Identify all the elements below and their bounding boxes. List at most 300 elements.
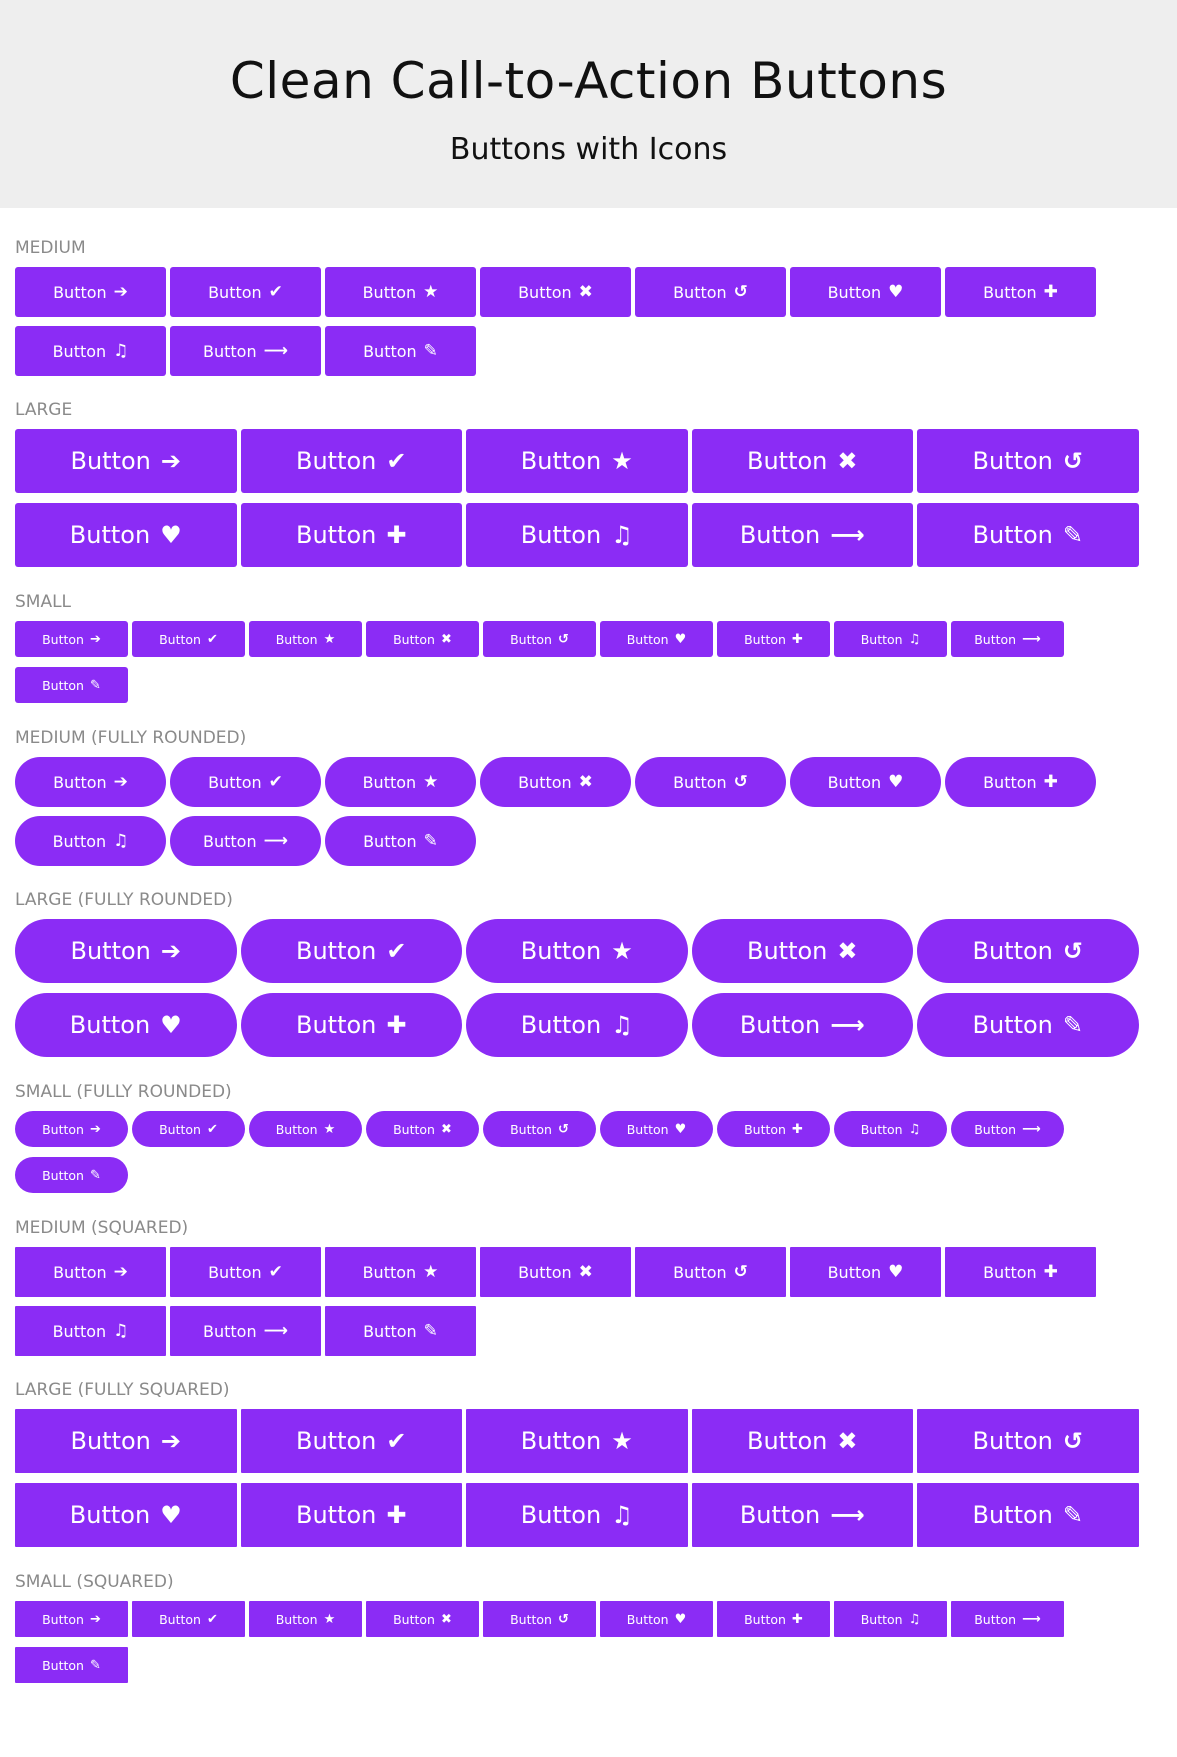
button-label: Button	[626, 631, 669, 647]
button-label: Button	[744, 631, 786, 647]
star-icon: ★	[423, 281, 439, 302]
page-header	[0, 0, 1177, 208]
checkmark-icon: ✔	[206, 631, 218, 647]
long-arrow-right-icon: ⟶	[263, 340, 288, 361]
section-large-default	[15, 400, 1162, 577]
long-arrow-right-icon: ⟶	[830, 1011, 865, 1039]
plus-icon: ✚	[386, 1011, 407, 1039]
button-label: Button	[972, 937, 1053, 965]
plus-button[interactable]	[241, 503, 463, 567]
close-icon: ✖	[837, 1427, 858, 1455]
button-label: Button	[393, 631, 435, 647]
checkmark-icon: ✔	[386, 937, 407, 965]
plus-button[interactable]	[717, 1601, 830, 1637]
heart-button[interactable]	[15, 1483, 237, 1547]
plus-button[interactable]	[717, 621, 830, 657]
long-arrow-right-button[interactable]	[170, 1306, 321, 1356]
section-medium-round	[15, 728, 1162, 875]
button-label: Button	[296, 937, 377, 965]
plus-icon: ✚	[791, 1611, 803, 1627]
music-note-icon: ♫	[611, 1501, 633, 1529]
refresh-icon: ↺	[557, 1121, 569, 1137]
refresh-button[interactable]	[635, 1247, 786, 1297]
star-button[interactable]	[466, 919, 688, 983]
checkmark-button[interactable]	[132, 1601, 245, 1637]
button-row	[15, 919, 1165, 1067]
plus-button[interactable]	[945, 267, 1096, 317]
star-icon: ★	[323, 1121, 336, 1137]
long-arrow-right-icon: ⟶	[263, 830, 288, 851]
heart-button[interactable]	[15, 503, 237, 567]
plus-button[interactable]	[945, 757, 1096, 807]
checkmark-icon: ✔	[268, 1261, 283, 1282]
refresh-button[interactable]	[917, 429, 1139, 493]
arrow-right-button[interactable]	[15, 621, 128, 657]
plus-icon: ✚	[791, 1121, 803, 1137]
button-label: Button	[747, 937, 828, 965]
button-label: Button	[520, 447, 602, 475]
arrow-right-icon: ➔	[113, 281, 128, 302]
button-label: Button	[747, 1427, 828, 1455]
checkmark-button[interactable]	[170, 1247, 321, 1297]
refresh-icon: ↺	[557, 1611, 569, 1627]
button-label: Button	[518, 282, 572, 302]
button-label: Button	[972, 1427, 1053, 1455]
plus-icon: ✚	[386, 521, 407, 549]
refresh-button[interactable]	[635, 267, 786, 317]
button-label: Button	[70, 1427, 151, 1455]
refresh-icon: ↺	[1062, 447, 1083, 475]
music-note-icon: ♫	[611, 521, 633, 549]
button-row	[15, 1601, 1165, 1693]
plus-icon: ✚	[1043, 1261, 1058, 1282]
music-note-button[interactable]	[15, 1306, 166, 1356]
section-small-default	[15, 592, 1162, 713]
button-label: Button	[296, 1427, 377, 1455]
music-note-icon: ♫	[908, 1611, 921, 1627]
refresh-icon: ↺	[733, 1261, 748, 1282]
plus-button[interactable]	[945, 1247, 1096, 1297]
pencil-icon: ✎	[1062, 521, 1083, 549]
long-arrow-right-icon: ⟶	[830, 1501, 865, 1529]
button-label: Button	[42, 631, 84, 647]
checkmark-icon: ✔	[206, 1121, 218, 1137]
button-label: Button	[972, 521, 1053, 549]
button-label: Button	[510, 1121, 552, 1137]
close-button[interactable]	[692, 429, 914, 493]
button-label: Button	[673, 282, 727, 302]
section-large-square	[15, 1380, 1162, 1557]
button-label: Button	[974, 1611, 1017, 1627]
close-icon: ✖	[837, 447, 858, 475]
button-label: Button	[739, 1501, 821, 1529]
close-button[interactable]	[480, 757, 631, 807]
button-label: Button	[208, 1262, 262, 1282]
arrow-right-icon: ➔	[113, 1261, 128, 1282]
button-label: Button	[974, 631, 1017, 647]
refresh-icon: ↺	[733, 281, 748, 302]
button-row	[15, 1111, 1165, 1203]
button-label: Button	[52, 1321, 107, 1341]
refresh-button[interactable]	[917, 1409, 1139, 1473]
button-label: Button	[159, 1121, 201, 1137]
checkmark-icon: ✔	[206, 1611, 218, 1627]
button-row	[15, 1247, 1165, 1365]
pencil-icon: ✎	[89, 1657, 101, 1673]
music-note-icon: ♫	[611, 1011, 633, 1039]
section-title: SMALL	[15, 592, 72, 612]
heart-button[interactable]	[790, 1247, 941, 1297]
plus-icon: ✚	[1043, 771, 1058, 792]
button-label: Button	[747, 447, 828, 475]
button-label: Button	[363, 831, 417, 851]
section-title: MEDIUM	[15, 238, 86, 258]
close-icon: ✖	[578, 1261, 593, 1282]
pencil-button[interactable]	[15, 667, 128, 703]
button-label: Button	[393, 1611, 435, 1627]
close-icon: ✖	[440, 1611, 452, 1627]
refresh-icon: ↺	[733, 771, 748, 792]
button-label: Button	[363, 341, 417, 361]
music-note-icon: ♫	[113, 1320, 129, 1341]
heart-button[interactable]	[600, 1111, 713, 1147]
star-button[interactable]	[466, 429, 688, 493]
refresh-icon: ↺	[557, 631, 569, 647]
button-label: Button	[827, 1262, 882, 1282]
arrow-right-button[interactable]	[15, 429, 237, 493]
button-label: Button	[518, 1262, 572, 1282]
button-row	[15, 1409, 1165, 1557]
button-label: Button	[52, 341, 107, 361]
page-subtitle: Buttons with Icons	[449, 132, 728, 167]
button-label: Button	[362, 772, 417, 792]
long-arrow-right-button[interactable]	[951, 1111, 1064, 1147]
section-medium-square	[15, 1218, 1162, 1365]
refresh-button[interactable]	[483, 621, 596, 657]
arrow-right-icon: ➔	[160, 1427, 181, 1455]
long-arrow-right-button[interactable]	[170, 816, 321, 866]
checkmark-button[interactable]	[241, 429, 463, 493]
refresh-button[interactable]	[635, 757, 786, 807]
button-label: Button	[520, 937, 602, 965]
star-icon: ★	[611, 1427, 633, 1455]
long-arrow-right-icon: ⟶	[1022, 631, 1041, 647]
long-arrow-right-button[interactable]	[692, 1483, 914, 1547]
button-label: Button	[275, 1611, 318, 1627]
button-label: Button	[860, 1121, 903, 1137]
section-title: MEDIUM (SQUARED)	[15, 1218, 189, 1238]
long-arrow-right-icon: ⟶	[263, 1320, 288, 1341]
checkmark-button[interactable]	[170, 267, 321, 317]
music-note-icon: ♫	[113, 340, 129, 361]
close-button[interactable]	[692, 919, 914, 983]
checkmark-button[interactable]	[132, 621, 245, 657]
heart-button[interactable]	[15, 993, 237, 1057]
button-label: Button	[203, 831, 257, 851]
pencil-button[interactable]	[325, 816, 476, 866]
arrow-right-button[interactable]	[15, 1601, 128, 1637]
page-title: Clean Call-to-Action Buttons	[229, 52, 948, 110]
button-label: Button	[42, 1167, 84, 1183]
arrow-right-button[interactable]	[15, 919, 237, 983]
button-label: Button	[69, 1501, 151, 1529]
button-label: Button	[972, 1501, 1053, 1529]
button-label: Button	[296, 447, 377, 475]
close-button[interactable]	[692, 1409, 914, 1473]
button-label: Button	[275, 1121, 318, 1137]
pencil-icon: ✎	[1062, 1011, 1083, 1039]
heart-icon: ♥	[160, 1501, 182, 1529]
arrow-right-icon: ➔	[160, 937, 181, 965]
button-label: Button	[53, 1262, 107, 1282]
star-button[interactable]	[325, 1247, 476, 1297]
button-label: Button	[42, 1121, 84, 1137]
button-label: Button	[520, 1011, 602, 1039]
button-showcase	[0, 238, 1177, 1693]
pencil-icon: ✎	[423, 340, 438, 361]
button-label: Button	[203, 1321, 257, 1341]
heart-icon: ♥	[160, 521, 182, 549]
plus-button[interactable]	[241, 993, 463, 1057]
pencil-button[interactable]	[917, 993, 1139, 1057]
button-label: Button	[827, 282, 882, 302]
refresh-icon: ↺	[1062, 937, 1083, 965]
button-label: Button	[827, 772, 882, 792]
section-large-round	[15, 890, 1162, 1067]
music-note-icon: ♫	[113, 830, 129, 851]
long-arrow-right-icon: ⟶	[1022, 1611, 1041, 1627]
button-label: Button	[53, 282, 107, 302]
button-label: Button	[510, 631, 552, 647]
close-button[interactable]	[366, 621, 479, 657]
button-label: Button	[70, 447, 151, 475]
button-label: Button	[70, 937, 151, 965]
section-title: LARGE	[15, 400, 73, 420]
long-arrow-right-button[interactable]	[692, 503, 914, 567]
checkmark-button[interactable]	[132, 1111, 245, 1147]
star-button[interactable]	[249, 1601, 362, 1637]
heart-icon: ♥	[888, 771, 904, 792]
button-label: Button	[69, 521, 151, 549]
long-arrow-right-button[interactable]	[170, 326, 321, 376]
pencil-button[interactable]	[917, 1483, 1139, 1547]
heart-icon: ♥	[888, 1261, 904, 1282]
plus-icon: ✚	[1043, 281, 1058, 302]
pencil-icon: ✎	[89, 1167, 101, 1183]
button-label: Button	[673, 1262, 727, 1282]
close-button[interactable]	[366, 1111, 479, 1147]
plus-icon: ✚	[386, 1501, 407, 1529]
button-label: Button	[510, 1611, 552, 1627]
star-icon: ★	[611, 937, 633, 965]
button-label: Button	[296, 1501, 377, 1529]
music-note-icon: ♫	[908, 631, 921, 647]
music-note-button[interactable]	[834, 1601, 947, 1637]
arrow-right-button[interactable]	[15, 1111, 128, 1147]
heart-icon: ♥	[160, 1011, 182, 1039]
button-label: Button	[52, 831, 107, 851]
refresh-icon: ↺	[1062, 1427, 1083, 1455]
button-label: Button	[860, 1611, 903, 1627]
button-label: Button	[744, 1121, 786, 1137]
long-arrow-right-button[interactable]	[951, 621, 1064, 657]
checkmark-icon: ✔	[268, 281, 283, 302]
button-label: Button	[203, 341, 257, 361]
pencil-icon: ✎	[1062, 1501, 1083, 1529]
pencil-button[interactable]	[15, 1647, 128, 1683]
button-label: Button	[362, 1262, 417, 1282]
star-button[interactable]	[325, 757, 476, 807]
close-button[interactable]	[366, 1601, 479, 1637]
star-icon: ★	[423, 771, 439, 792]
checkmark-button[interactable]	[241, 919, 463, 983]
refresh-button[interactable]	[483, 1601, 596, 1637]
button-label: Button	[208, 772, 262, 792]
button-label: Button	[69, 1011, 151, 1039]
checkmark-button[interactable]	[241, 1409, 463, 1473]
close-icon: ✖	[578, 771, 593, 792]
button-label: Button	[744, 1611, 786, 1627]
checkmark-icon: ✔	[386, 1427, 407, 1455]
heart-icon: ♥	[674, 1121, 687, 1137]
heart-button[interactable]	[790, 757, 941, 807]
button-label: Button	[972, 447, 1053, 475]
button-label: Button	[208, 282, 262, 302]
button-label: Button	[159, 631, 201, 647]
star-button[interactable]	[325, 267, 476, 317]
arrow-right-button[interactable]	[15, 1247, 166, 1297]
music-note-button[interactable]	[834, 1111, 947, 1147]
button-label: Button	[739, 1011, 821, 1039]
section-title: MEDIUM (FULLY ROUNDED)	[15, 728, 247, 748]
star-icon: ★	[423, 1261, 439, 1282]
button-label: Button	[739, 521, 821, 549]
button-label: Button	[275, 631, 318, 647]
close-icon: ✖	[578, 281, 593, 302]
button-label: Button	[296, 1011, 377, 1039]
pencil-icon: ✎	[89, 677, 101, 693]
star-icon: ★	[323, 1611, 336, 1627]
arrow-right-icon: ➔	[89, 631, 101, 647]
section-small-round	[15, 1082, 1162, 1203]
pencil-button[interactable]	[325, 1306, 476, 1356]
long-arrow-right-button[interactable]	[951, 1601, 1064, 1637]
button-label: Button	[362, 282, 417, 302]
music-note-button[interactable]	[466, 503, 688, 567]
heart-button[interactable]	[790, 267, 941, 317]
button-label: Button	[983, 772, 1037, 792]
heart-icon: ♥	[888, 281, 904, 302]
star-icon: ★	[323, 631, 336, 647]
button-label: Button	[974, 1121, 1017, 1137]
refresh-button[interactable]	[483, 1111, 596, 1147]
close-icon: ✖	[440, 1121, 452, 1137]
arrow-right-icon: ➔	[113, 771, 128, 792]
long-arrow-right-icon: ⟶	[830, 521, 865, 549]
pencil-icon: ✎	[423, 1320, 438, 1341]
close-button[interactable]	[480, 267, 631, 317]
arrow-right-button[interactable]	[15, 267, 166, 317]
arrow-right-icon: ➔	[160, 447, 181, 475]
button-row	[15, 429, 1165, 577]
heart-icon: ♥	[674, 1611, 687, 1627]
section-small-square	[15, 1572, 1162, 1693]
button-label: Button	[860, 631, 903, 647]
section-title: LARGE (FULLY ROUNDED)	[15, 890, 233, 910]
button-row	[15, 621, 1165, 713]
heart-button[interactable]	[600, 1601, 713, 1637]
button-row	[15, 267, 1165, 385]
checkmark-icon: ✔	[268, 771, 283, 792]
arrow-right-icon: ➔	[89, 1611, 101, 1627]
button-row	[15, 757, 1165, 875]
button-label: Button	[363, 1321, 417, 1341]
music-note-button[interactable]	[466, 993, 688, 1057]
button-label: Button	[159, 1611, 201, 1627]
long-arrow-right-icon: ⟶	[1022, 1121, 1041, 1137]
button-label: Button	[626, 1121, 669, 1137]
music-note-button[interactable]	[15, 816, 166, 866]
star-button[interactable]	[466, 1409, 688, 1473]
pencil-icon: ✎	[423, 830, 438, 851]
refresh-button[interactable]	[917, 919, 1139, 983]
close-button[interactable]	[480, 1247, 631, 1297]
pencil-button[interactable]	[325, 326, 476, 376]
section-title: SMALL (FULLY ROUNDED)	[15, 1082, 232, 1102]
close-icon: ✖	[837, 937, 858, 965]
checkmark-icon: ✔	[386, 447, 407, 475]
star-button[interactable]	[249, 1111, 362, 1147]
button-label: Button	[53, 772, 107, 792]
plus-button[interactable]	[717, 1111, 830, 1147]
button-label: Button	[673, 772, 727, 792]
close-icon: ✖	[440, 631, 452, 647]
plus-icon: ✚	[791, 631, 803, 647]
button-label: Button	[520, 521, 602, 549]
arrow-right-button[interactable]	[15, 1409, 237, 1473]
music-note-button[interactable]	[834, 621, 947, 657]
button-label: Button	[972, 1011, 1053, 1039]
button-label: Button	[983, 1262, 1037, 1282]
plus-button[interactable]	[241, 1483, 463, 1547]
button-label: Button	[520, 1501, 602, 1529]
button-label: Button	[42, 1611, 84, 1627]
button-label: Button	[393, 1121, 435, 1137]
arrow-right-button[interactable]	[15, 757, 166, 807]
star-icon: ★	[611, 447, 633, 475]
music-note-icon: ♫	[908, 1121, 921, 1137]
section-title: SMALL (SQUARED)	[15, 1572, 174, 1592]
pencil-button[interactable]	[15, 1157, 128, 1193]
button-label: Button	[296, 521, 377, 549]
button-label: Button	[520, 1427, 602, 1455]
heart-icon: ♥	[674, 631, 687, 647]
button-label: Button	[983, 282, 1037, 302]
section-title: LARGE (FULLY SQUARED)	[15, 1380, 230, 1400]
music-note-button[interactable]	[466, 1483, 688, 1547]
section-medium-default	[15, 238, 1162, 385]
checkmark-button[interactable]	[170, 757, 321, 807]
long-arrow-right-button[interactable]	[692, 993, 914, 1057]
star-button[interactable]	[249, 621, 362, 657]
arrow-right-icon: ➔	[89, 1121, 101, 1137]
button-label: Button	[42, 677, 84, 693]
pencil-button[interactable]	[917, 503, 1139, 567]
heart-button[interactable]	[600, 621, 713, 657]
button-label: Button	[42, 1657, 84, 1673]
music-note-button[interactable]	[15, 326, 166, 376]
button-label: Button	[626, 1611, 669, 1627]
